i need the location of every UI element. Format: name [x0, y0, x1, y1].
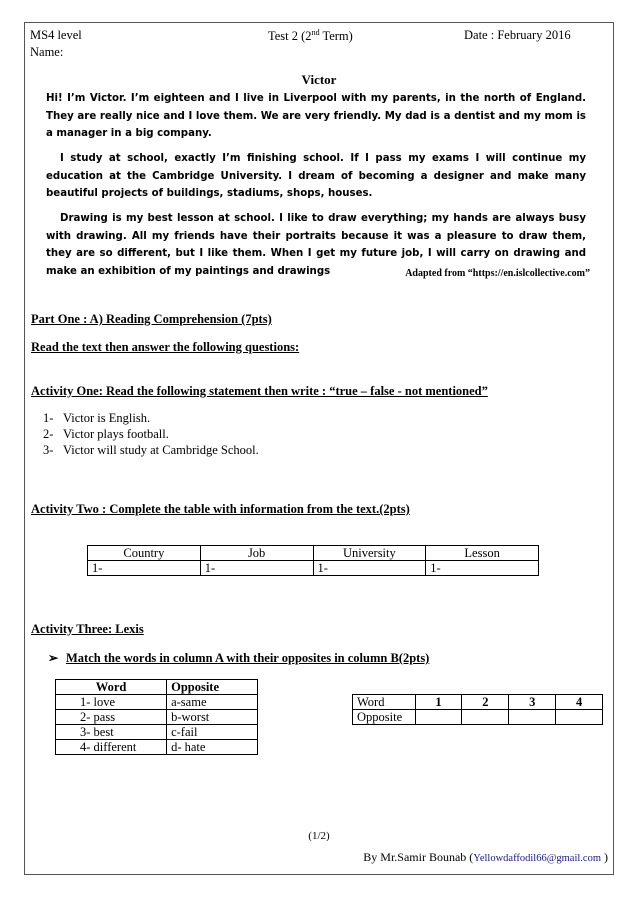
table-row [56, 710, 258, 725]
activity-three-title: Activity Three: Lexis [31, 622, 144, 636]
activity-two-title: Activity Two : Complete the table with information from the text.(2pts) [31, 502, 410, 516]
list-item: 1- Victor is English. [43, 411, 151, 425]
passage-title: Victor [301, 72, 337, 87]
word-cell: 4- different [56, 740, 167, 755]
answer-cell[interactable] [509, 710, 556, 725]
cell-job[interactable]: 1- [200, 561, 313, 576]
header-country: Country [88, 546, 201, 561]
answer-opposite-label: Opposite [353, 710, 416, 725]
name-field: Name: [30, 45, 64, 59]
opposite-cell: c-fail [167, 725, 258, 740]
table-row [353, 710, 603, 725]
answer-cell[interactable] [556, 710, 603, 725]
word-cell: 3- best [56, 725, 167, 740]
table-row [88, 561, 539, 576]
header-lesson: Lesson [426, 546, 539, 561]
match-table [55, 679, 258, 755]
passage-paragraph-2: I study at school, exactly I’m finishing school. If I pass my exams I will continue my education at the Cambridge University. I dream of becoming a designer and make many beautiful projects of buildings, stadiums, shops, houses. [46, 153, 586, 199]
table-row [56, 725, 258, 740]
header-university: University [313, 546, 426, 561]
part-one-title: Part One : A) Reading Comprehension (7pts) [31, 312, 272, 326]
answer-col-3: 3 [509, 695, 556, 710]
header-opposite: Opposite [167, 680, 258, 695]
date-label: Date : February 2016 [464, 28, 571, 42]
email-link[interactable]: Yellowdaffodil66@gmail.com [473, 853, 601, 864]
page-number: (1/2) [308, 830, 330, 842]
table-header-row [56, 680, 258, 695]
match-instruction: ➢ Match the words in column A with their opposites in column B(2pts) [48, 651, 430, 665]
opposite-cell: a-same [167, 695, 258, 710]
answer-col-1: 1 [415, 695, 462, 710]
answer-col-2: 2 [462, 695, 509, 710]
cell-university[interactable]: 1- [313, 561, 426, 576]
answer-col-4: 4 [556, 695, 603, 710]
opposite-cell: d- hate [167, 740, 258, 755]
arrow-bullet-icon: ➢ [48, 651, 59, 665]
word-cell: 1- love [56, 695, 167, 710]
passage-paragraph-3: Drawing is my best lesson at school. I like to draw everything; my hands are always busy with drawing. All my friends have their portraits because it was a pleasure to draw them, they are so different, but I like them. When I get my future job, I will carry on drawing and make an exhibition of my paintings and drawings [46, 213, 586, 277]
passage-paragraph-1: Hi! I’m Victor. I’m eighteen and I live in Liverpool with my parents, in the north of England. They are really nice and I love them. We are very friendly. My dad is a dentist and my mom is a manager in a big company. [46, 93, 586, 139]
answer-table [352, 694, 603, 725]
header-word: Word [56, 680, 167, 695]
table-row [353, 695, 603, 710]
level-label: MS4 level [30, 28, 82, 42]
cell-lesson[interactable]: 1- [426, 561, 539, 576]
table-row [56, 740, 258, 755]
answer-cell[interactable] [462, 710, 509, 725]
header-job: Job [200, 546, 313, 561]
answer-cell[interactable] [415, 710, 462, 725]
list-item: 2- Victor plays football. [43, 427, 169, 441]
info-table [87, 545, 539, 576]
part-one-instruction: Read the text then answer the following questions: [31, 340, 300, 354]
source-citation: Adapted from “https://en.islcollective.com” [405, 268, 590, 279]
opposite-cell: b-worst [167, 710, 258, 725]
activity-one-title: Activity One: Read the following statement then write : “true – false - not mentioned” [31, 384, 488, 398]
author-line: By Mr.Samir Bounab (Yellowdaffodil66@gmail.com ) [363, 850, 608, 864]
activity-one-list [43, 410, 259, 458]
test-label: Test 2 (2nd Term) [268, 28, 353, 44]
table-row [56, 695, 258, 710]
word-cell: 2- pass [56, 710, 167, 725]
answer-word-label: Word [353, 695, 416, 710]
table-header-row [88, 546, 539, 561]
list-item: 3- Victor will study at Cambridge School. [43, 443, 259, 457]
cell-country[interactable]: 1- [88, 561, 201, 576]
